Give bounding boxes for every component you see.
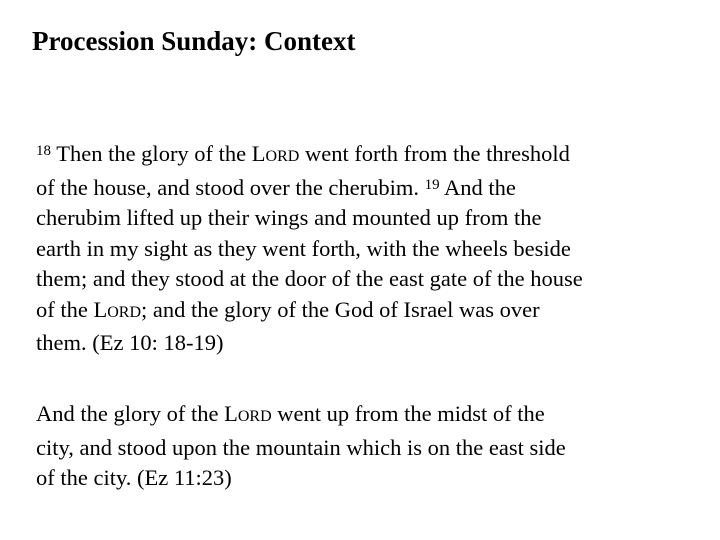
passage-line [36,399,686,433]
lord-small-caps [252,141,300,166]
passage-line [36,173,686,204]
passage-text: ; and the glory of the God of Israel was over [141,296,540,322]
passage-text: Then the glory of the [51,141,252,166]
lord-small-caps [93,297,141,322]
lord-rest: ORD [265,148,300,165]
passage-text: And the glory of the [36,401,225,426]
scripture-passage-ezekiel-10 [36,139,686,359]
passage-line [36,139,686,173]
passage-line: cherubim lifted up their wings and mounted up from the [36,205,542,230]
lord-small-caps [224,401,272,426]
verse-number: 19 [424,176,440,193]
passage-text: went up from the midst of the [271,401,545,426]
passage-line: them; and they stood at the door of the east gate of the house [36,266,583,291]
lord-initial: L [224,401,238,426]
passage-line: them. (Ez 10: 18-19) [36,330,224,355]
slide-title: Procession Sunday: Context [32,26,356,56]
passage-text: of the [36,296,94,322]
passage-text: went forth from the threshold [299,141,570,166]
lord-rest: ORD [107,303,142,321]
verse-number: 18 [36,143,51,159]
passage-line: earth in my sight as they went forth, with the wheels beside [36,235,571,261]
passage-line [36,295,686,329]
scripture-passage-ezekiel-11 [36,399,686,494]
passage-text: of the house, and stood over the cherubim. [36,174,425,200]
passage-text: And the [439,174,516,200]
lord-initial: L [93,296,108,322]
lord-initial: L [251,141,266,166]
lord-rest: ORD [237,408,272,425]
passage-line: of the city. (Ez 11:23) [36,465,232,490]
passage-line: city, and stood upon the mountain which is on the east side [36,434,566,460]
